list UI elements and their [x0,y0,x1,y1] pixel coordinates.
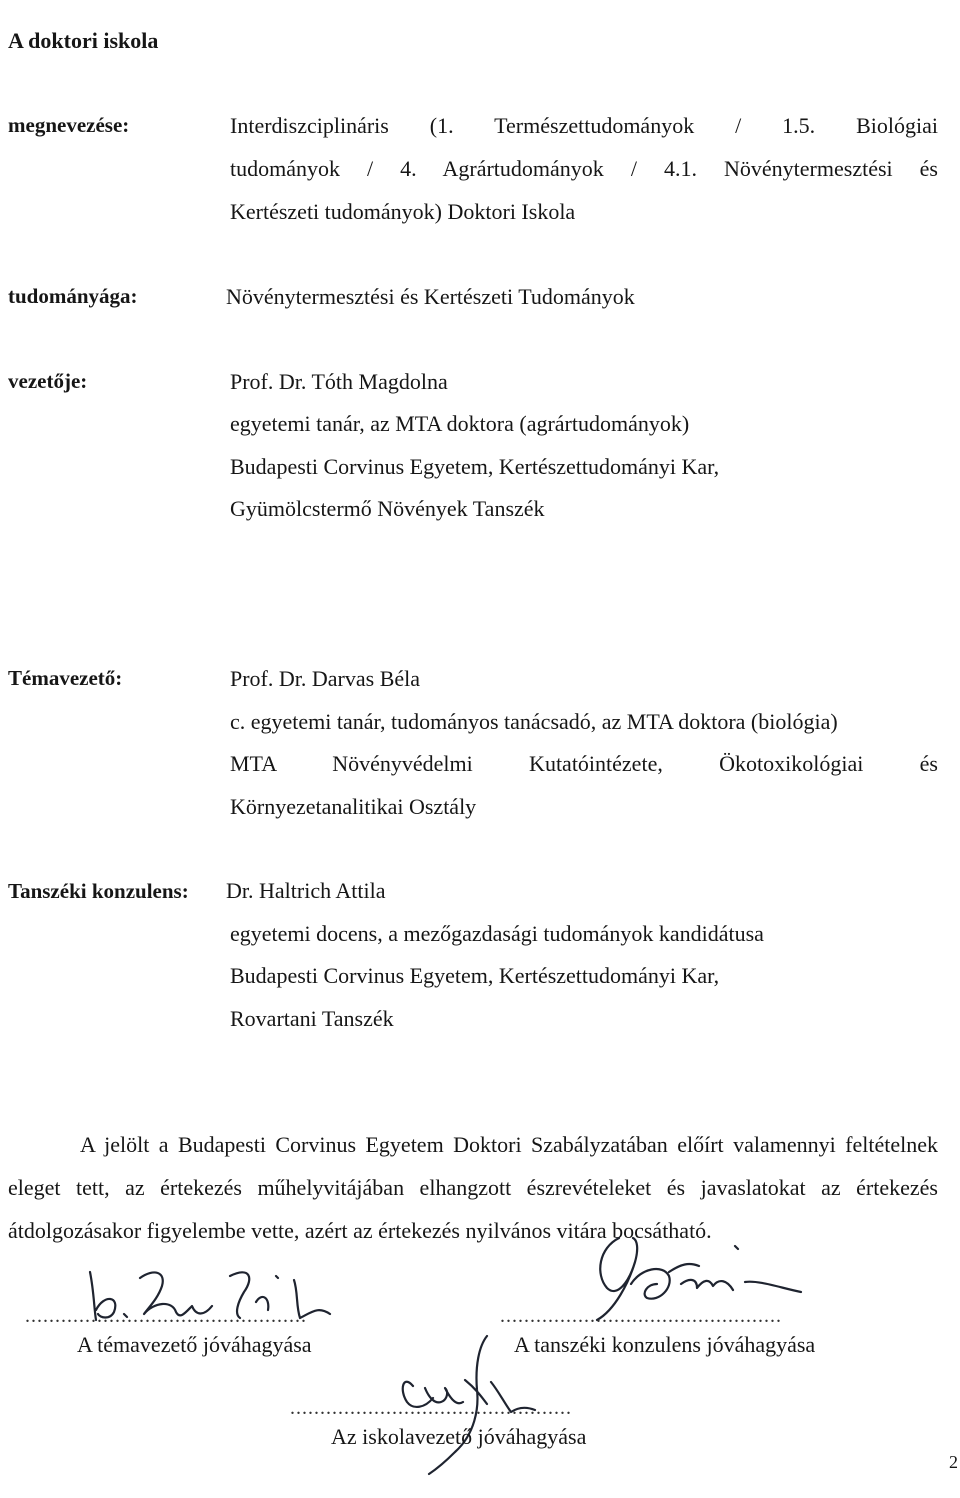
school-head-institution: Budapesti Corvinus Egyetem, Kertészettudományi Kar, [230,454,720,479]
school-name-label: megnevezése: [8,113,130,137]
school-name-line-1: Interdiszciplináris (1. Természettudományok / 1.5. Biológiai [230,113,938,138]
school-field-value: Növénytermesztési és Kertészeti Tudományok [226,284,635,309]
supervisor-title: c. egyetemi tanár, tudományos tanácsadó, az MTA doktora (biológia) [230,709,838,734]
supervisor-institution: MTA Növényvédelmi Kutatóintézete, Ökotoxikológiai és [230,751,938,776]
supervisor-signature-line: ............................................... [25,1305,307,1327]
consultant-institution: Budapesti Corvinus Egyetem, Kertészettudományi Kar, [230,963,720,988]
consultant-name: Dr. Haltrich Attila [226,878,386,903]
consultant-label: Tanszéki konzulens: [8,879,189,903]
school-head-approval-caption: Az iskolavezető jóváhagyása [331,1424,587,1449]
consultant-title: egyetemi docens, a mezőgazdasági tudományok kandidátusa [230,921,764,946]
school-head-department: Gyümölcstermő Növények Tanszék [230,496,545,521]
consultant-department: Rovartani Tanszék [230,1006,394,1031]
school-head-name: Prof. Dr. Tóth Magdolna [230,369,448,394]
school-name-line-2: tudományok / 4. Agrártudományok / 4.1. Növénytermesztési és [230,156,938,181]
school-name-line-3: Kertészeti tudományok) Doktori Iskola [230,199,576,224]
school-head-signature-line: ............................................... [290,1397,572,1419]
supervisor-label: Témavezető: [8,666,123,690]
consultant-signature-line: ............................................... [500,1305,782,1327]
supervisor-name: Prof. Dr. Darvas Béla [230,666,421,691]
approval-paragraph: A jelölt a Budapesti Corvinus Egyetem Doktori Szabályzatában előírt valamennyi feltételnek eleget tett, az értekezés műhelyvitájában elhangzott észrevételeket és javaslatokat az értekezés átdolgozásakor figyelembe vette, azért az értekezés nyilvános vitára bocsátható. [8,1132,938,1243]
school-head-label: vezetője: [8,369,88,393]
supervisor-department: Környezetanalitikai Osztály [230,794,477,819]
supervisor-approval-caption: A témavezető jóváhagyása [77,1332,312,1357]
document-heading: A doktori iskola [8,28,159,53]
school-field-label: tudományága: [8,284,138,308]
page-number: 2 [949,1452,958,1472]
consultant-approval-caption: A tanszéki konzulens jóváhagyása [514,1332,816,1357]
school-head-title: egyetemi tanár, az MTA doktora (agrártudományok) [230,411,690,436]
